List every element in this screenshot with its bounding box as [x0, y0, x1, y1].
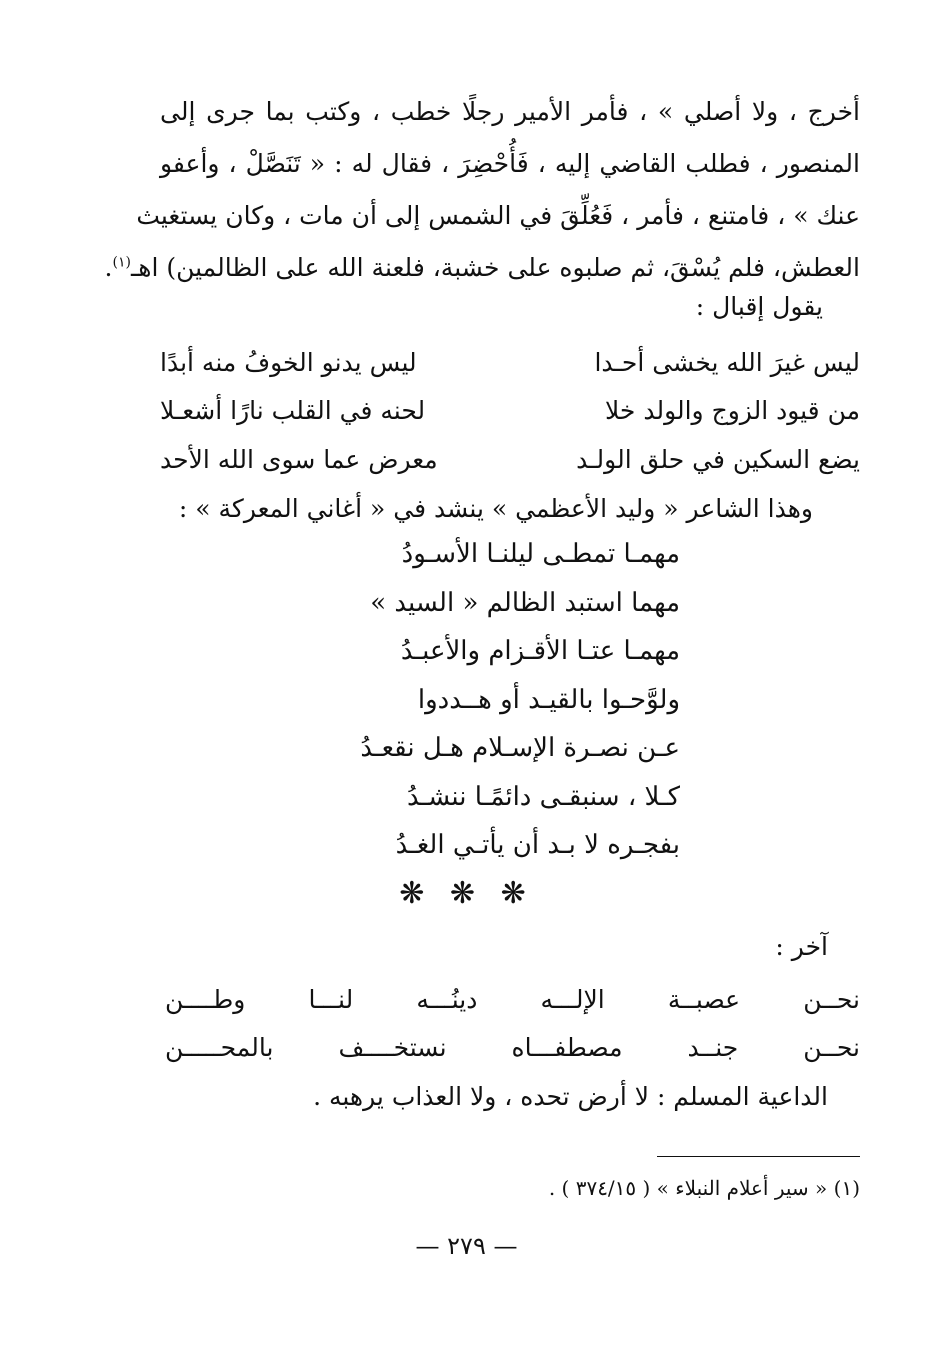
verse-hemistich: معرض عما سوى الله الأحد — [160, 444, 438, 474]
verse-word: نستخــــف — [338, 1032, 447, 1062]
verse-word: الإلـــه — [540, 984, 605, 1014]
poem-line: عـن نصـرة الإسـلام هـل نقعـدُ — [360, 733, 680, 763]
footnote-reference: (١) — [112, 254, 131, 271]
section-separator: ❋ ❋ ❋ — [399, 876, 534, 911]
footnote: (١) « سير أعلام النبلاء » ( ٣٧٤/١٥ ) . — [548, 1176, 860, 1200]
paragraph-line: أخرج ، ولا أصلي » ، فأمر الأمير رجلًا خطب ، وكتب بما جرى إلى — [160, 97, 860, 126]
verse-hemistich: يضع السكين في حلق الولـد — [576, 444, 860, 474]
poem-line: مهمـا عتـا الأقـزام والأعبـدُ — [400, 636, 680, 666]
opening-paragraph — [104, 86, 860, 294]
verse-row — [160, 384, 860, 436]
footnote-divider — [657, 1156, 860, 1157]
poem-line: مهما استبد الظالم « السيد » — [370, 587, 680, 618]
verse-word: جنــد — [687, 1032, 739, 1062]
paragraph-line: عنك » ، فامتنع ، فأمر ، فَعُلِّقَ في الشمس إلى أن مات ، وكان يستغيث — [136, 201, 860, 230]
verse-row — [160, 433, 860, 485]
poet-intro: وهذا الشاعر « وليد الأعظمي » ينشد في « أغاني المعركة » : — [178, 494, 813, 523]
poem-line: كـلا ، سنبقـى دائمًـا ننشـدُ — [406, 781, 680, 812]
poem-line: ولوَّحـوا بالقيـد أو هــددوا — [417, 684, 680, 715]
verse-word: نحــن — [803, 1032, 860, 1062]
verse-word: نحــن — [803, 984, 860, 1014]
paragraph-line-text: العطش، فلم يُسْقَ، ثم صلبوه على خشبة، فلعنة الله على الظالمين) اهـ — [130, 253, 860, 282]
verse-word: عصبــة — [667, 984, 741, 1014]
verse-word: مصطفـــاه — [511, 1032, 623, 1062]
verse-hemistich: لحنه في القلب نارًا أشعـلا — [160, 395, 426, 425]
other-intro: آخر : — [775, 932, 828, 961]
paragraph-line-last: العطش، فلم يُسْقَ، ثم صلبوه على خشبة، فلعنة الله على الظالمين) اهـ$^{(١)}$. — [104, 253, 860, 282]
verse-word: لنـــا — [308, 984, 354, 1014]
page-number: — ٢٧٩ — — [415, 1232, 518, 1260]
poem — [340, 530, 680, 870]
iqbal-intro: يقول إقبال : — [695, 292, 823, 321]
verse-row — [160, 336, 860, 388]
verse-word: وطــــن — [165, 984, 246, 1014]
verse-word: دينُـــه — [416, 984, 478, 1014]
poem-line: بفجـره لا بـد أن يأتـي الغـدُ — [395, 830, 680, 860]
closing-line: الداعية المسلم : لا أرض تحده ، ولا العذاب يرهبه . — [313, 1082, 828, 1111]
verse-row-spaced — [165, 974, 860, 1024]
paragraph-line: المنصور ، فطلب القاضي إليه ، فَأُحْضِرَ ، فقال له : « تَنَصَّلْ ، وأعفو — [160, 149, 860, 178]
verse-row-spaced — [165, 1022, 860, 1072]
verse-hemistich: من قيود الزوج والولد خلا — [605, 395, 860, 425]
verse-word: بالمحـــــن — [165, 1032, 274, 1062]
poem-line: مهمـا تمطـى ليلنـا الأسـودُ — [401, 539, 680, 569]
verse-hemistich: ليس يدنو الخوفُ منه أبدًا — [160, 347, 417, 377]
verse-hemistich: ليس غيرَ الله يخشى أحـدا — [594, 347, 860, 377]
